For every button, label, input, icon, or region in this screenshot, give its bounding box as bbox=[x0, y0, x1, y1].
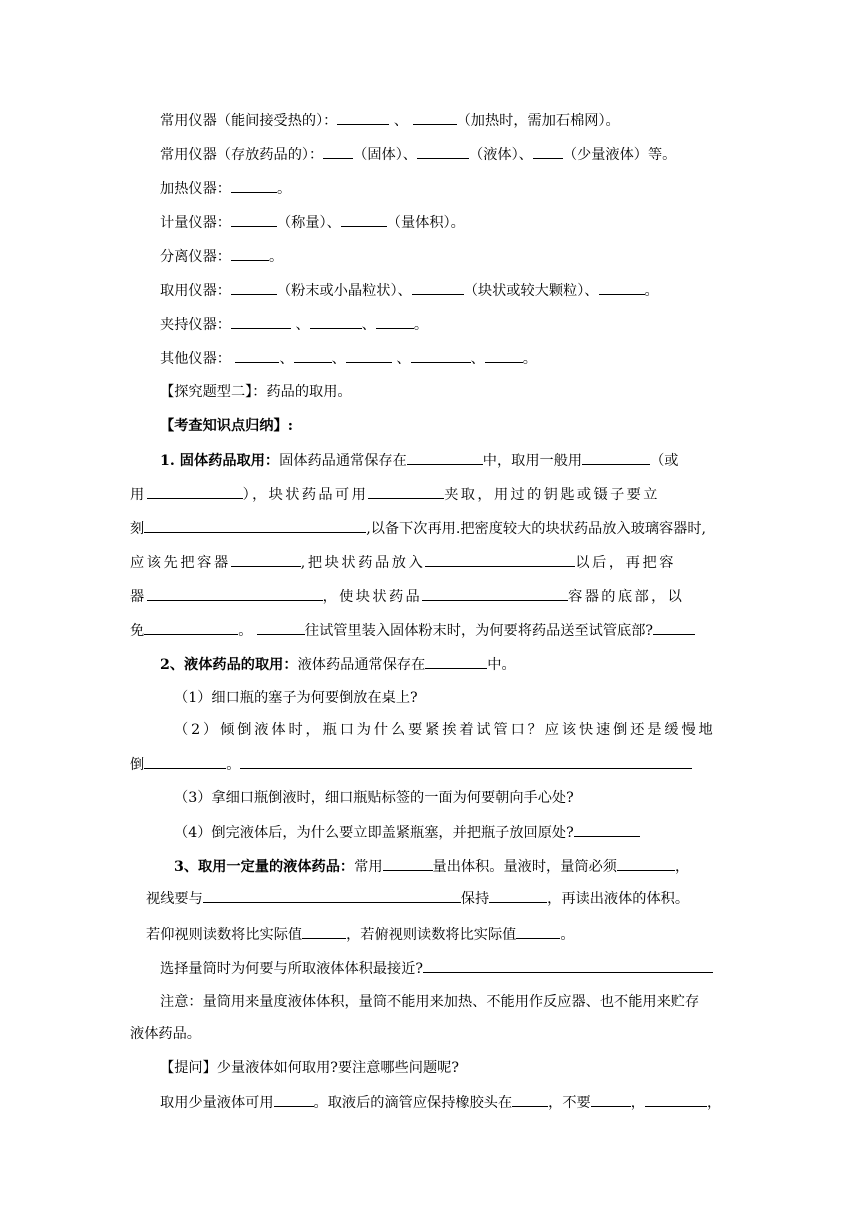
blank bbox=[376, 314, 414, 329]
blank bbox=[413, 110, 457, 125]
blank bbox=[341, 212, 387, 227]
blank bbox=[257, 620, 305, 635]
solid-line-6: 免 。 往试管里装入固体粉末时，为何要将药品送至试管底部? bbox=[130, 620, 695, 641]
blank bbox=[574, 822, 640, 837]
blank bbox=[368, 484, 444, 499]
blank bbox=[645, 1092, 707, 1107]
blank bbox=[231, 212, 277, 227]
blank bbox=[294, 348, 332, 363]
line-measuring: 计量仪器： （称量）、 （量体积）。 bbox=[160, 212, 465, 233]
blank bbox=[231, 552, 301, 567]
blank bbox=[231, 178, 277, 193]
question-line: 【提问】少量液体如何取用?要注意哪些问题呢? bbox=[160, 1060, 459, 1076]
blank bbox=[591, 1092, 631, 1107]
line-heating-indirect: 常用仪器（能间接受热的）： 、 （加热时，需加石棉网）。 bbox=[160, 110, 620, 131]
measure-line-2: 视线要与 保持 ，再读出液体的体积。 bbox=[146, 888, 689, 909]
small-liquid-line: 取用少量液体可用 。取液后的滴管应保持橡胶头在 ，不要 ， ， bbox=[160, 1092, 721, 1113]
blank bbox=[407, 450, 483, 465]
liquid-line-1: 2、液体药品的取用：液体药品通常保存在 中。 bbox=[160, 654, 516, 675]
liquid-q2-line-2: 倒 。 bbox=[130, 754, 692, 775]
measure-line-1: 3、取用一定量的液体药品：常用 量出体积。量液时，量筒必须 ， bbox=[174, 856, 689, 877]
liquid-q3: （3）拿细口瓶倒液时，细口瓶贴标签的一面为何要朝向手心处? bbox=[174, 790, 574, 806]
solid-line-1: 1. 固体药品取用：固体药品通常保存在 中，取用一般用 （或 bbox=[160, 450, 730, 471]
blank bbox=[231, 246, 269, 261]
blank bbox=[337, 110, 389, 125]
blank bbox=[425, 552, 575, 567]
blank bbox=[231, 314, 291, 329]
section-title: 【探究题型二】：药品的取用。 bbox=[160, 384, 352, 400]
measure-line-3: 若仰视则读数将比实际值 ，若俯视则读数将比实际值 。 bbox=[146, 924, 575, 945]
blank bbox=[144, 518, 366, 533]
blank bbox=[417, 144, 469, 159]
blank bbox=[516, 924, 560, 939]
note-line-2: 液体药品。 bbox=[130, 1026, 201, 1042]
choose-line: 选择量筒时为何要与所取液体体积最接近? bbox=[160, 958, 713, 979]
blank bbox=[383, 856, 433, 871]
blank bbox=[346, 348, 392, 363]
blank bbox=[411, 348, 471, 363]
label: 常用仪器（能间接受热的）： bbox=[160, 113, 338, 129]
blank bbox=[489, 888, 547, 903]
line-storage: 常用仪器（存放药品的）： （固体）、 （液体）、 （少量液体）等。 bbox=[160, 144, 676, 165]
blank bbox=[310, 314, 362, 329]
solid-line-3: 刻 ,以备下次再用.把密度较大的块状药品放入玻璃容器时, bbox=[130, 518, 706, 539]
blank bbox=[425, 654, 487, 669]
blank bbox=[512, 1092, 548, 1107]
blank bbox=[231, 280, 277, 295]
blank bbox=[203, 888, 461, 903]
solid-line-2: 用 ），块状药品可用 夹取，用过的钥匙或镊子要立 bbox=[130, 484, 730, 505]
blank bbox=[323, 144, 353, 159]
summary-heading: 【考查知识点归纳】: bbox=[160, 418, 293, 434]
blank bbox=[582, 450, 650, 465]
blank bbox=[147, 586, 323, 601]
line-separation: 分离仪器： 。 bbox=[160, 246, 283, 267]
blank bbox=[144, 620, 238, 635]
blank bbox=[653, 620, 695, 635]
blank bbox=[302, 924, 346, 939]
line-other: 其他仪器： 、 、 、 、 。 bbox=[160, 348, 537, 369]
blank bbox=[423, 958, 713, 973]
blank bbox=[485, 348, 523, 363]
line-holding: 夹持仪器： 、 、 。 bbox=[160, 314, 428, 335]
blank bbox=[617, 856, 675, 871]
blank bbox=[235, 348, 279, 363]
line-taking: 取用仪器： （粉末或小晶粒状）、 （块状或较大颗粒）、 。 bbox=[160, 280, 659, 301]
blank bbox=[274, 1092, 314, 1107]
liquid-q2: （2）倾倒液体时，瓶口为什么要紧挨着试管口？应该快速倒还是缓慢地 bbox=[174, 722, 716, 738]
blank bbox=[144, 754, 226, 769]
liquid-q4: （4）倒完液体后，为什么要立即盖紧瓶塞，并把瓶子放回原处? bbox=[174, 822, 640, 843]
note-line-1: 注意：量筒用来量度液体体积，量筒不能用来加热、不能用作反应器、也不能用来贮存 bbox=[160, 994, 700, 1010]
blank bbox=[240, 754, 692, 769]
blank bbox=[412, 280, 464, 295]
line-heating: 加热仪器： 。 bbox=[160, 178, 291, 199]
blank bbox=[147, 484, 243, 499]
solid-line-5: 器 ，使块状药品 容器的底部，以 bbox=[130, 586, 684, 607]
blank bbox=[533, 144, 563, 159]
liquid-q1: （1）细口瓶的塞子为何要倒放在桌上? bbox=[174, 690, 418, 706]
blank bbox=[599, 280, 645, 295]
blank bbox=[422, 586, 568, 601]
solid-line-4: 应该先把容器 ,把块状药品放入 以后，再把容 bbox=[130, 552, 676, 573]
